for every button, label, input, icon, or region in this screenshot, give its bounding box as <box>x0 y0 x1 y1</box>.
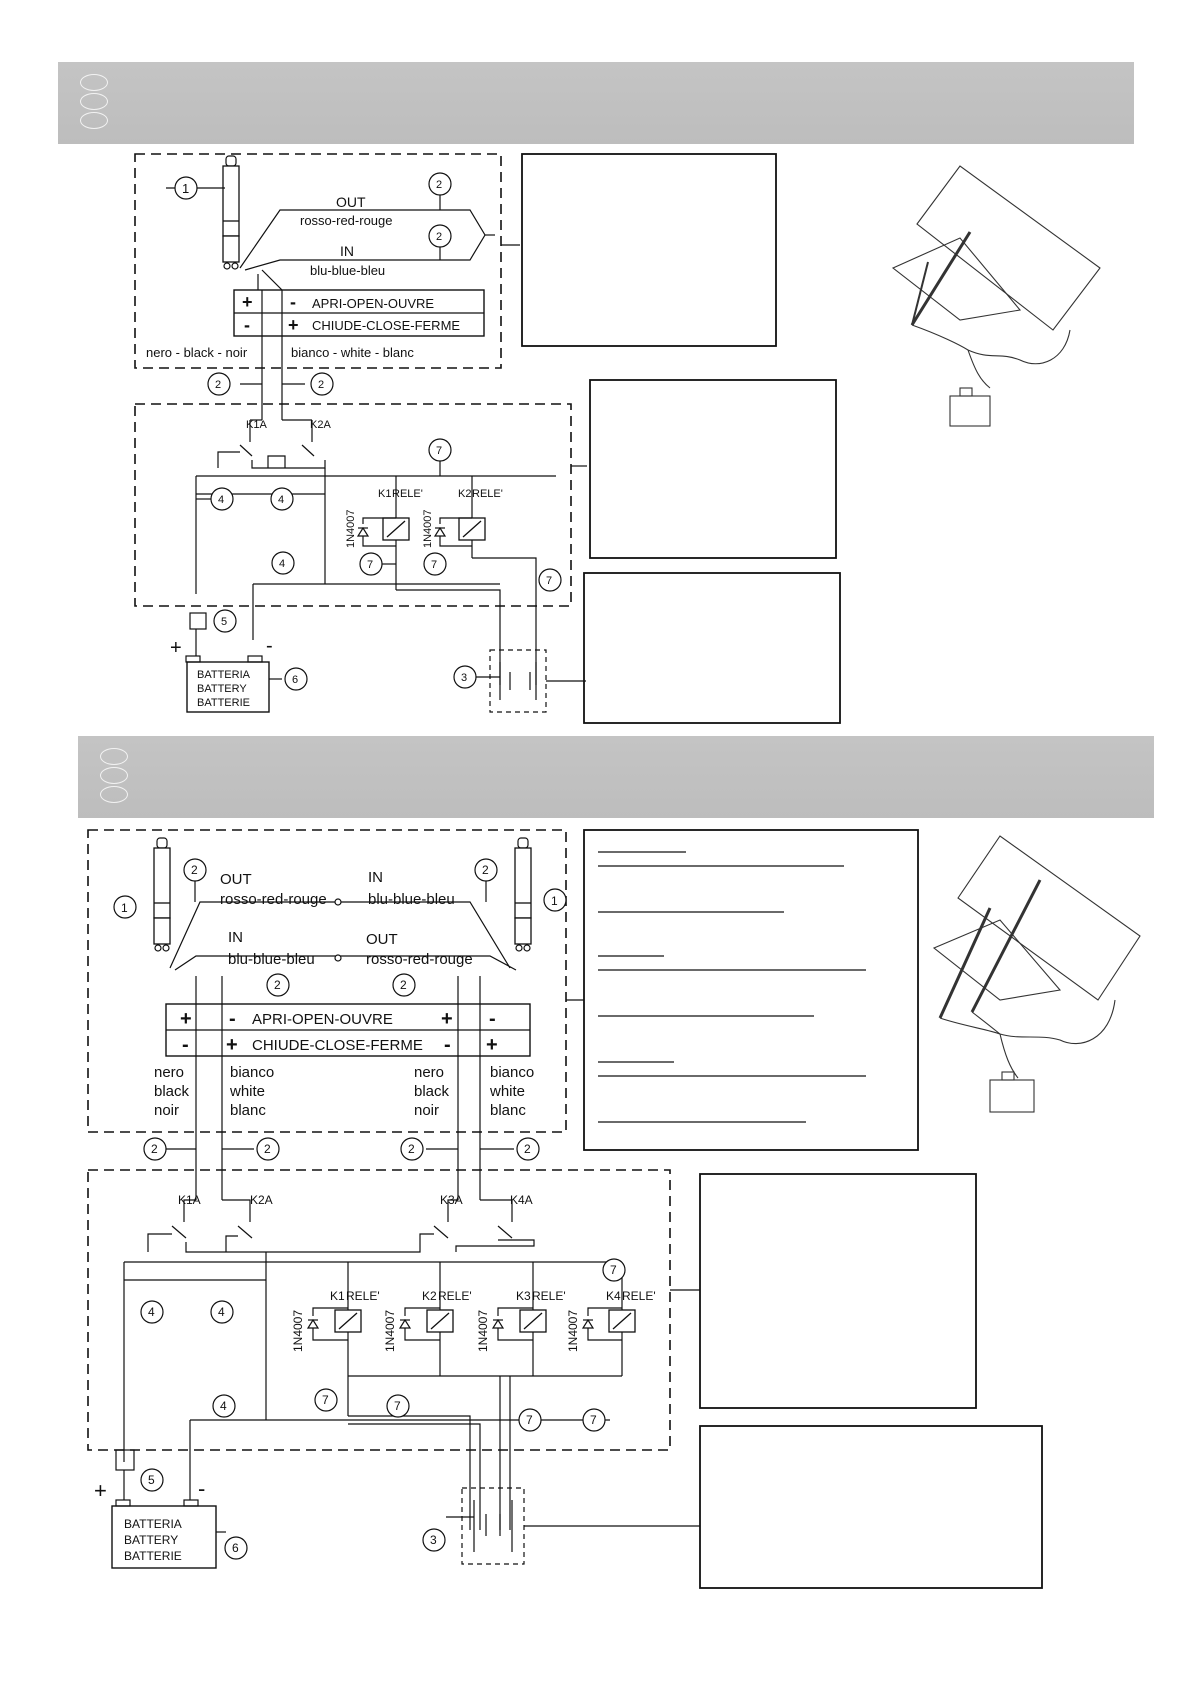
svg-text:2: 2 <box>215 379 222 391</box>
svg-text:4: 4 <box>218 494 225 506</box>
svg-text:7: 7 <box>367 559 374 571</box>
svg-text:3: 3 <box>461 672 468 684</box>
svg-text:4: 4 <box>278 494 285 506</box>
svg-text:noir: noir <box>414 1102 440 1119</box>
svg-text:7: 7 <box>590 1413 597 1427</box>
svg-text:1: 1 <box>121 901 128 915</box>
svg-text:-: - <box>444 1034 451 1056</box>
svg-text:2: 2 <box>318 379 325 391</box>
svg-text:K1A: K1A <box>246 419 267 431</box>
svg-text:K2A: K2A <box>250 1193 273 1207</box>
svg-text:2: 2 <box>436 179 443 191</box>
svg-text:2: 2 <box>191 863 198 877</box>
svg-text:4: 4 <box>218 1305 225 1319</box>
svg-text:-: - <box>489 1008 496 1030</box>
text-box-6 <box>700 1426 1042 1588</box>
label-wire-white: bianco - white - blanc <box>291 345 414 360</box>
svg-text:2: 2 <box>274 978 281 992</box>
top-labels <box>146 179 552 709</box>
svg-text:4: 4 <box>220 1399 227 1413</box>
svg-text:K4A: K4A <box>510 1193 533 1207</box>
svg-text:4: 4 <box>279 558 286 570</box>
svg-text:1: 1 <box>551 894 558 908</box>
svg-text:RELE': RELE' <box>622 1289 656 1303</box>
text-box-1 <box>522 154 776 346</box>
svg-text:2: 2 <box>400 978 407 992</box>
svg-text:7: 7 <box>431 559 438 571</box>
svg-text:1N4007: 1N4007 <box>422 509 434 548</box>
text-box-4 <box>584 830 918 1150</box>
svg-text:7: 7 <box>436 445 443 457</box>
svg-text:noir: noir <box>154 1102 180 1119</box>
illustration-single-actuator <box>893 166 1100 426</box>
svg-text:+: + <box>180 1008 192 1030</box>
svg-text:rosso-red-rouge: rosso-red-rouge <box>366 951 473 968</box>
label-wire-black: nero - black - noir <box>146 345 248 360</box>
svg-text:K1: K1 <box>378 488 392 500</box>
svg-text:white: white <box>230 1083 266 1100</box>
svg-text:RELE': RELE' <box>392 488 423 500</box>
text-box-5 <box>700 1174 976 1408</box>
svg-text:7: 7 <box>546 575 553 587</box>
svg-text:5: 5 <box>221 616 228 628</box>
svg-text:1N4007: 1N4007 <box>476 1309 490 1352</box>
svg-text:bianco: bianco <box>230 1064 275 1081</box>
label-out-right: OUT <box>366 931 398 948</box>
label-open: APRI-OPEN-OUVRE <box>312 296 435 311</box>
svg-text:4: 4 <box>148 1305 155 1319</box>
svg-text:-: - <box>229 1008 236 1030</box>
svg-text:CHIUDE-CLOSE-FERME: CHIUDE-CLOSE-FERME <box>252 1037 423 1054</box>
svg-text:blanc: blanc <box>230 1102 266 1119</box>
svg-text:APRI-OPEN-OUVRE: APRI-OPEN-OUVRE <box>252 1011 393 1028</box>
svg-text:+: + <box>486 1034 498 1056</box>
sign-minus: - <box>244 315 250 335</box>
svg-text:BATTERIA: BATTERIA <box>124 1517 182 1531</box>
svg-text:-: - <box>266 635 273 657</box>
svg-text:K4: K4 <box>606 1289 621 1303</box>
svg-text:+: + <box>288 315 299 335</box>
svg-text:5: 5 <box>148 1473 155 1487</box>
svg-text:nero: nero <box>154 1064 185 1081</box>
svg-text:white: white <box>490 1083 526 1100</box>
svg-text:K2A: K2A <box>310 419 331 431</box>
svg-text:1N4007: 1N4007 <box>566 1309 580 1352</box>
svg-text:2: 2 <box>436 231 443 243</box>
svg-text:1N4007: 1N4007 <box>291 1309 305 1352</box>
text-box-3 <box>584 573 840 723</box>
svg-text:RELE': RELE' <box>472 488 503 500</box>
svg-text:K3: K3 <box>516 1289 531 1303</box>
svg-text:1N4007: 1N4007 <box>383 1309 397 1352</box>
svg-text:RELE': RELE' <box>438 1289 472 1303</box>
svg-text:BATTERIE: BATTERIE <box>197 697 250 709</box>
callout-1: 1 <box>182 181 190 196</box>
svg-text:+: + <box>226 1034 238 1056</box>
label-in-color: blu-blue-bleu <box>310 263 386 278</box>
svg-text:2: 2 <box>482 863 489 877</box>
svg-text:7: 7 <box>322 1393 329 1407</box>
svg-text:-: - <box>182 1034 189 1056</box>
svg-text:blanc: blanc <box>490 1102 526 1119</box>
label-in: IN <box>340 243 354 259</box>
label-out-left: OUT <box>220 871 252 888</box>
label-close: CHIUDE-CLOSE-FERME <box>312 318 461 333</box>
svg-text:K2: K2 <box>458 488 472 500</box>
svg-text:K1: K1 <box>330 1289 345 1303</box>
svg-text:2: 2 <box>408 1142 415 1156</box>
svg-text:7: 7 <box>610 1263 617 1277</box>
svg-text:K1A: K1A <box>178 1193 201 1207</box>
svg-text:BATTERY: BATTERY <box>197 683 247 695</box>
label-in-left: IN <box>228 929 243 946</box>
svg-text:BATTERIE: BATTERIE <box>124 1549 182 1563</box>
svg-text:-: - <box>290 292 296 312</box>
illustration-dual-actuator <box>934 836 1140 1112</box>
svg-text:RELE': RELE' <box>346 1289 380 1303</box>
svg-text:BATTERIA: BATTERIA <box>197 669 250 681</box>
svg-text:7: 7 <box>526 1413 533 1427</box>
svg-text:6: 6 <box>292 674 299 686</box>
svg-text:blu-blue-bleu: blu-blue-bleu <box>228 951 315 968</box>
svg-text:+: + <box>170 637 182 659</box>
svg-text:black: black <box>154 1083 190 1100</box>
svg-text:1N4007: 1N4007 <box>345 509 357 548</box>
top-diagram <box>135 154 840 723</box>
svg-text:+: + <box>441 1008 453 1030</box>
svg-text:K2: K2 <box>422 1289 437 1303</box>
svg-text:7: 7 <box>394 1399 401 1413</box>
svg-text:2: 2 <box>151 1142 158 1156</box>
relay-frame-2 <box>88 1170 670 1450</box>
svg-text:bianco: bianco <box>490 1064 535 1081</box>
sign-plus: + <box>242 292 253 312</box>
relay-frame <box>135 404 571 606</box>
svg-text:RELE': RELE' <box>532 1289 566 1303</box>
svg-text:nero: nero <box>414 1064 445 1081</box>
svg-text:blu-blue-bleu: blu-blue-bleu <box>368 891 455 908</box>
svg-text:black: black <box>414 1083 450 1100</box>
svg-text:3: 3 <box>430 1533 437 1547</box>
label-out-color: rosso-red-rouge <box>300 213 393 228</box>
label-in-right: IN <box>368 869 383 886</box>
svg-text:6: 6 <box>232 1541 239 1555</box>
svg-text:-: - <box>198 1476 206 1501</box>
svg-text:K3A: K3A <box>440 1193 463 1207</box>
label-out: OUT <box>336 194 366 210</box>
svg-text:2: 2 <box>524 1142 531 1156</box>
svg-text:rosso-red-rouge: rosso-red-rouge <box>220 891 327 908</box>
svg-text:+: + <box>94 1478 107 1503</box>
svg-text:BATTERY: BATTERY <box>124 1533 179 1547</box>
text-box-2 <box>590 380 836 558</box>
svg-text:2: 2 <box>264 1142 271 1156</box>
